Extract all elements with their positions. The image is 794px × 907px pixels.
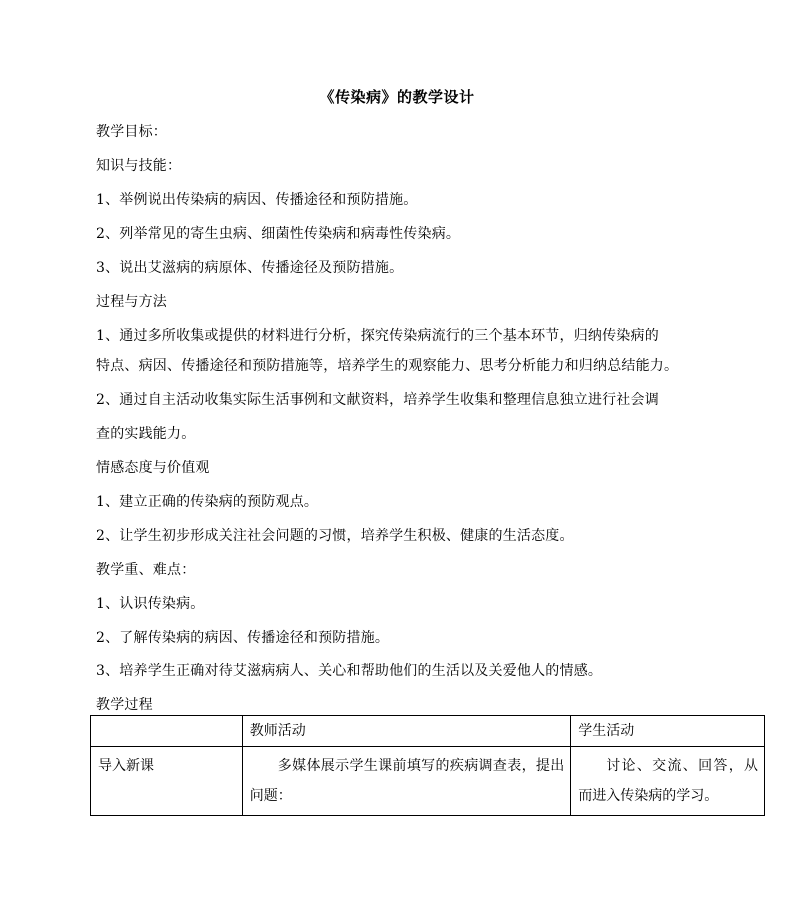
teacher-activity-text: 多媒体展示学生课前填写的疾病调查表，提出问题： [249, 758, 565, 804]
paragraph-line: 特点、病因、传播途径和预防措施等，培养学生的观察能力、思考分析能力和归纳总结能力。 [96, 358, 679, 374]
table-header-cell [91, 716, 243, 747]
table-header-cell: 教师活动 [242, 716, 570, 747]
paragraph-line: 2、列举常见的寄生虫病、细菌性传染病和病毒性传染病。 [96, 226, 461, 242]
paragraph-line: 2、通过自主活动收集实际生活事例和文献资料，培养学生收集和整理信息独立进行社会调 [96, 392, 659, 408]
paragraph-line: 1、认识传染病。 [96, 596, 205, 612]
document-title: 《传染病》的教学设计 [319, 88, 475, 106]
paragraph-line: 查的实践能力。 [96, 426, 196, 442]
subsection-heading: 情感态度与价值观 [96, 460, 210, 476]
stage-text: 导入新课 [98, 758, 154, 774]
paragraph-line: 1、建立正确的传染病的预防观点。 [96, 494, 319, 510]
table-row [91, 747, 765, 816]
paragraph-line: 1、通过多所收集或提供的材料进行分析，探究传染病流行的三个基本环节，归纳传染病的 [96, 328, 659, 344]
stage-cell [91, 747, 243, 816]
section-heading: 教学重、难点： [96, 562, 196, 578]
student-activity-text: 讨论、交流、回答，从而进入传染病的学习。 [578, 758, 758, 804]
subsection-heading: 知识与技能： [96, 158, 182, 174]
paragraph-line: 1、举例说出传染病的病因、传播途径和预防措施。 [96, 192, 418, 208]
teacher-activity-cell [242, 747, 570, 816]
table-header-row [91, 716, 765, 747]
paragraph-line: 2、让学生初步形成关注社会问题的习惯，培养学生积极、健康的生活态度。 [96, 528, 574, 544]
table-header-cell: 学生活动 [571, 716, 765, 747]
section-heading: 教学过程 [96, 697, 153, 713]
paragraph-line: 3、说出艾滋病的病原体、传播途径及预防措施。 [96, 260, 404, 276]
teaching-process-table [90, 715, 765, 816]
student-activity-cell [571, 747, 765, 816]
paragraph-line: 3、培养学生正确对待艾滋病病人、关心和帮助他们的生活以及关爱他人的情感。 [96, 663, 603, 679]
section-heading: 教学目标： [96, 124, 167, 140]
paragraph-line: 2、了解传染病的病因、传播途径和预防措施。 [96, 630, 390, 646]
subsection-heading: 过程与方法 [96, 294, 167, 310]
